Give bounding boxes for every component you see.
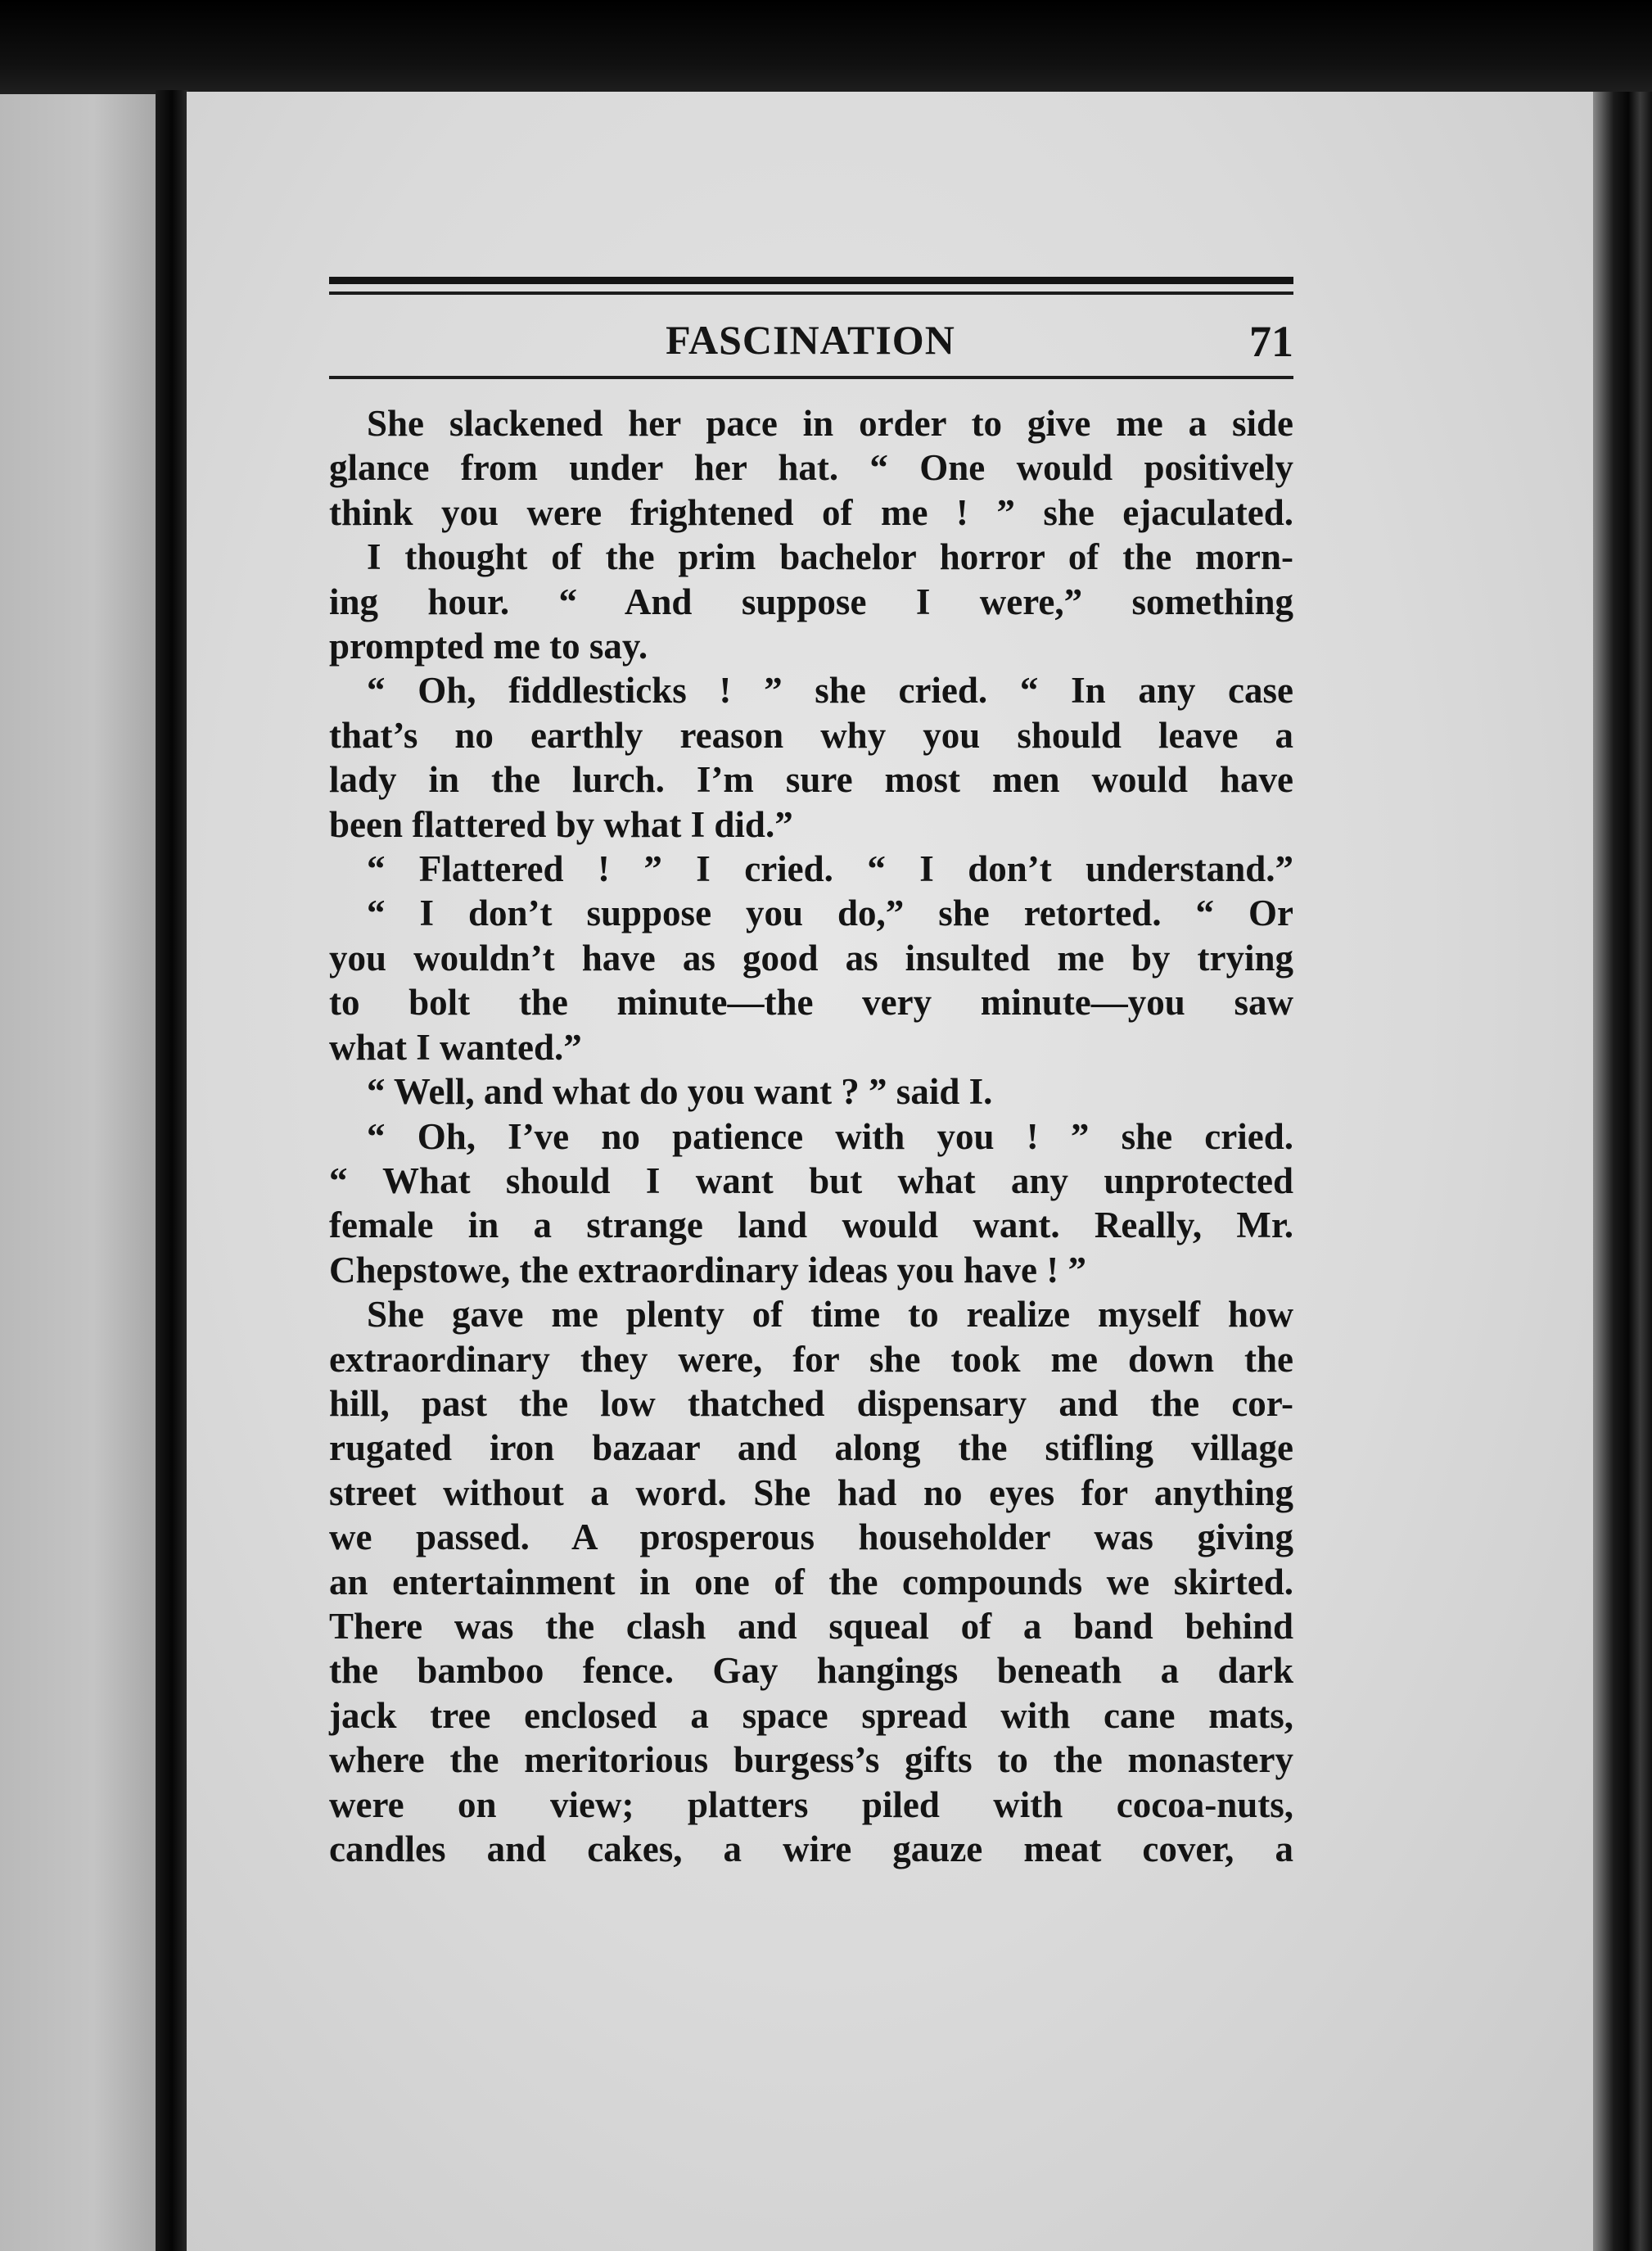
header-rule-thick (329, 277, 1293, 284)
scan-top-margin (0, 0, 1652, 94)
page-number: 71 (1249, 317, 1293, 366)
text-line: street without a word. She had no eyes for anything (329, 1471, 1293, 1513)
text-line: what I wanted.” (329, 1026, 582, 1068)
text-line: glance from under her hat. “ One would positively (329, 447, 1293, 489)
text-line: lady in the lurch. I’m sure most men would have (329, 759, 1293, 801)
text-line: There was the clash and squeal of a band behind (329, 1605, 1293, 1647)
text-line: an entertainment in one of the compounds we skirted. (329, 1561, 1293, 1602)
text-line: to bolt the minute—the very minute—you saw (329, 982, 1293, 1024)
text-line: prompted me to say. (329, 626, 648, 667)
text-line: “ Oh, I’ve no patience with you ! ” she cried. (367, 1115, 1293, 1157)
text-line: Chepstowe, the extraordinary ideas you have ! ” (329, 1249, 1086, 1290)
text-line: hill, past the low thatched dispensary and the cor- (329, 1382, 1293, 1424)
page-fore-edge (1593, 92, 1652, 2251)
text-line: candles and cakes, a wire gauze meat cover, a (329, 1828, 1293, 1869)
text-line: “ Oh, fiddlesticks ! ” she cried. “ In any case (367, 670, 1293, 712)
text-line: I thought of the prim bachelor horror of the morn- (367, 536, 1293, 578)
text-line: “ Well, and what do you want ? ” said I. (367, 1071, 993, 1113)
text-line: “ What should I want but what any unprotected (329, 1159, 1293, 1201)
text-line: were on view; platters piled with cocoa-nuts, (329, 1783, 1293, 1825)
text-line: we passed. A prosperous householder was giving (329, 1516, 1293, 1558)
text-line: rugated iron bazaar and along the stifling village (329, 1427, 1293, 1469)
text-line: the bamboo fence. Gay hangings beneath a dark (329, 1650, 1293, 1692)
body-text (329, 401, 1293, 1871)
text-line: She gave me plenty of time to realize myself how (367, 1294, 1293, 1336)
running-title: FASCINATION (666, 317, 955, 363)
facing-page-edge (0, 94, 156, 2251)
text-line: “ I don’t suppose you do,” she retorted. “ Or (367, 893, 1293, 934)
text-line: you wouldn’t have as good as insulted me by trying (329, 937, 1293, 979)
text-line: think you were frightened of me ! ” she ejaculated. (329, 491, 1293, 533)
header-rule-thin (329, 292, 1293, 295)
text-line: ing hour. “ And suppose I were,” something (329, 581, 1293, 622)
text-line: extraordinary they were, for she took me down the (329, 1338, 1293, 1380)
text-line: been flattered by what I did.” (329, 803, 793, 845)
text-line: She slackened her pace in order to give me a side (367, 403, 1293, 444)
text-line: female in a strange land would want. Really, Mr. (329, 1205, 1293, 1246)
book-gutter (156, 90, 188, 2251)
text-line: where the meritorious burgess’s gifts to the monastery (329, 1739, 1293, 1781)
header-underline-rule (329, 376, 1293, 379)
text-line: “ Flattered ! ” I cried. “ I don’t understand.” (367, 848, 1293, 890)
text-line: that’s no earthly reason why you should leave a (329, 714, 1293, 756)
text-line: jack tree enclosed a space spread with cane mats, (329, 1694, 1293, 1736)
